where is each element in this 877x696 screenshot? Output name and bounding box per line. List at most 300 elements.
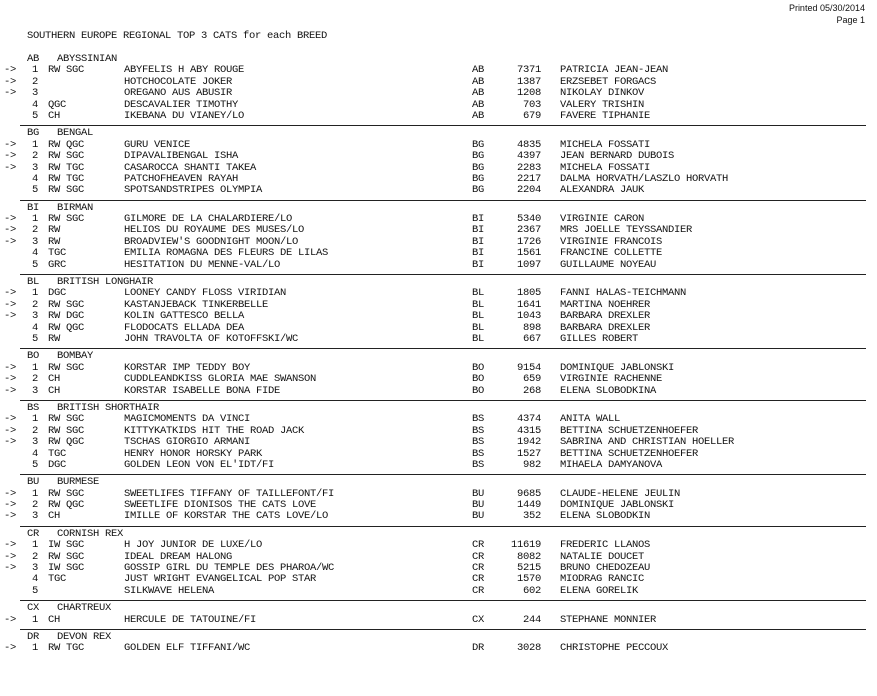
cat-title: IW SGC [48,539,85,552]
breed-heading-name: ABYSSINIAN [57,53,118,65]
table-row [0,414,877,425]
owner-name: STEPHANE MONNIER [560,613,657,626]
breed-section [0,529,877,601]
table-row [0,111,877,122]
cat-name: BROADVIEW'S GOODNIGHT MOON/LO [124,235,299,248]
selection-arrow: -> [4,224,17,237]
cat-name: MAGICMOMENTS DA VINCI [124,413,251,426]
points: 679 [522,109,541,122]
points: 982 [522,458,541,471]
cat-name: IKEBANA DU VIANEY/LO [124,109,245,122]
rank-number: 5 [32,184,39,197]
points: 602 [522,584,541,597]
breed-code: BS [472,458,485,471]
cat-title: RW [48,235,61,248]
breed-heading-code: BL [27,276,40,289]
rank-number: 1 [32,642,39,655]
cat-name: FLODOCATS ELLADA DEA [124,321,245,334]
breed-code: DR [472,642,485,655]
cat-title: RW DGC [48,310,85,323]
owner-name: MARTINA NOEHRER [560,298,651,311]
owner-name: FRANCINE COLLETTE [560,247,663,260]
rank-number: 3 [32,87,39,100]
selection-arrow: -> [4,487,17,500]
breed-code: BO [472,373,485,386]
cat-name: DIPAVALIBENGAL ISHA [124,150,239,163]
owner-name: CHRISTOPHE PECCOUX [560,642,669,655]
breed-section [0,403,877,475]
breed-section [0,277,877,349]
table-row [0,88,877,99]
selection-arrow: -> [4,613,17,626]
points: 5215 [516,562,541,575]
cat-title: TGC [48,247,67,260]
table-row [0,615,877,626]
selection-arrow: -> [4,510,17,523]
cat-title: CH [48,109,61,122]
points: 244 [522,613,541,626]
points: 3028 [516,642,541,655]
points: 2367 [516,224,541,237]
table-row [0,386,877,397]
points: 1570 [516,573,541,586]
owner-name: DOMINIQUE JABLONSKI [560,499,675,512]
selection-arrow: -> [4,310,17,323]
cat-name: GURU VENICE [124,138,191,151]
table-row [0,185,877,196]
rank-number: 2 [32,550,39,563]
cat-title: RW [48,332,61,345]
breed-code: BS [472,447,485,460]
cat-title: RW TGC [48,172,85,185]
breed-code: BL [472,287,485,300]
points: 659 [522,373,541,386]
rank-number: 1 [32,213,39,226]
selection-arrow: -> [4,87,17,100]
breed-heading-code: CR [27,527,40,540]
breed-heading-name: BOMBAY [57,350,94,363]
selection-arrow: -> [4,642,17,655]
points: 4835 [516,138,541,151]
owner-name: BETTINA SCHUETZENHOEFER [560,424,699,437]
cat-title: QGC [48,98,67,111]
owner-name: BARBARA DREXLER [560,310,651,323]
cat-name: HESITATION DU MENNE-VAL/LO [124,258,281,271]
cat-title: RW TGC [48,642,85,655]
selection-arrow: -> [4,373,17,386]
cat-title: CH [48,384,61,397]
points: 9154 [516,361,541,374]
owner-name: MICHELA FOSSATI [560,161,651,174]
cat-name: HENRY HONOR HORSKY PARK [124,447,263,460]
cat-title: RW SGC [48,413,85,426]
rank-number: 5 [32,258,39,271]
table-row [0,260,877,271]
owner-name: FAVERE TIPHANIE [560,109,651,122]
cat-name: GOLDEN LEON VON EL'IDT/FI [124,458,275,471]
cat-name: JUST WRIGHT EVANGELICAL POP STAR [124,573,317,586]
cat-name: SWEETLIFE DIONISOS THE CATS LOVE [124,499,317,512]
owner-name: GILLES ROBERT [560,332,639,345]
breed-section [0,632,877,655]
breed-heading-code: DR [27,630,40,643]
cat-title: RW SGC [48,361,85,374]
points: 1641 [516,298,541,311]
cat-title: RW QGC [48,321,85,334]
owner-name: VIRGINIE CARON [560,213,645,226]
breed-code: AB [472,64,485,77]
breed-heading [0,477,877,488]
breed-heading-name: DEVON REX [57,630,112,643]
breed-code: BL [472,298,485,311]
breed-code: CR [472,584,485,597]
table-row [0,334,877,345]
rank-number: 2 [32,373,39,386]
points: 8082 [516,550,541,563]
owner-name: PATRICIA JEAN-JEAN [560,64,669,77]
rank-number: 1 [32,613,39,626]
cat-name: JOHN TRAVOLTA OF KOTOFFSKI/WC [124,332,299,345]
cat-title: RW QGC [48,499,85,512]
breed-section [0,351,877,401]
section-divider [20,125,866,126]
breed-code: BS [472,436,485,449]
print-info [789,2,865,26]
owner-name: VIRGINIE RACHENNE [560,373,663,386]
owner-name: DOMINIQUE JABLONSKI [560,361,675,374]
cat-name: PATCHOFHEAVEN RAYAH [124,172,239,185]
breed-heading [0,603,877,614]
cat-title: DGC [48,458,67,471]
section-divider [20,348,866,349]
breed-heading-name: BRITISH SHORTHAIR [57,401,160,414]
cat-name: LOONEY CANDY FLOSS VIRIDIAN [124,287,287,300]
breed-code: BG [472,172,485,185]
rank-number: 1 [32,539,39,552]
cat-name: SPOTSANDSTRIPES OLYMPIA [124,184,263,197]
selection-arrow: -> [4,361,17,374]
breed-heading-code: CX [27,602,40,615]
breed-section [0,603,877,630]
points: 1097 [516,258,541,271]
breed-code: AB [472,98,485,111]
owner-name: CLAUDE-HELENE JEULIN [560,487,681,500]
cat-title: RW SGC [48,550,85,563]
cat-name: IDEAL DREAM HALONG [124,550,233,563]
owner-name: BRUNO CHEDOZEAU [560,562,651,575]
breed-code: BO [472,361,485,374]
selection-arrow: -> [4,150,17,163]
cat-title: RW [48,224,61,237]
points: 4374 [516,413,541,426]
selection-arrow: -> [4,161,17,174]
cat-name: KOLIN GATTESCO BELLA [124,310,245,323]
breed-heading-code: BU [27,476,40,489]
points: 9685 [516,487,541,500]
breed-heading-code: BS [27,401,40,414]
selection-arrow: -> [4,64,17,77]
cat-name: SILKWAVE HELENA [124,584,215,597]
breed-code: CX [472,613,485,626]
breed-code: BU [472,510,485,523]
breed-heading-name: CHARTREUX [57,602,112,615]
section-divider [20,200,866,201]
cat-title: IW SGC [48,562,85,575]
owner-name: BARBARA DREXLER [560,321,651,334]
report-body [0,54,877,655]
breed-code: BI [472,247,485,260]
table-row [0,540,877,551]
selection-arrow: -> [4,213,17,226]
selection-arrow: -> [4,75,17,88]
owner-name: JEAN BERNARD DUBOIS [560,150,675,163]
cat-title: RW SGC [48,64,85,77]
cat-title: RW SGC [48,213,85,226]
breed-code: AB [472,87,485,100]
cat-title: TGC [48,573,67,586]
table-row [0,586,877,597]
breed-code: CR [472,573,485,586]
points: 7371 [516,64,541,77]
cat-name: KITTYKATKIDS HIT THE ROAD JACK [124,424,305,437]
cat-name: CASAROCCA SHANTI TAKEA [124,161,257,174]
section-divider [20,629,866,630]
cat-name: DESCAVALIER TIMOTHY [124,98,239,111]
rank-number: 3 [32,384,39,397]
cat-name: GOLDEN ELF TIFFANI/WC [124,642,251,655]
points: 1449 [516,499,541,512]
table-row [0,460,877,471]
rank-number: 2 [32,224,39,237]
points: 1726 [516,235,541,248]
cat-name: KASTANJEBACK TINKERBELLE [124,298,269,311]
selection-arrow: -> [4,550,17,563]
breed-code: AB [472,75,485,88]
breed-heading-code: BO [27,350,40,363]
owner-name: ALEXANDRA JAUK [560,184,645,197]
cat-title: RW TGC [48,161,85,174]
cat-name: ABYFELIS H ABY ROUGE [124,64,245,77]
cat-name: TSCHAS GIORGIO ARMANI [124,436,251,449]
cat-name: HOTCHOCOLATE JOKER [124,75,233,88]
cat-title: CH [48,510,61,523]
rank-number: 4 [32,447,39,460]
rank-number: 5 [32,109,39,122]
table-row [0,511,877,522]
rank-number: 1 [32,64,39,77]
points: 1043 [516,310,541,323]
cat-title: RW QGC [48,138,85,151]
breed-section [0,203,877,275]
breed-code: BL [472,332,485,345]
points: 2217 [516,172,541,185]
breed-code: AB [472,109,485,122]
points: 4315 [516,424,541,437]
breed-code: BG [472,161,485,174]
section-divider [20,400,866,401]
breed-code: BI [472,213,485,226]
cat-title: DGC [48,287,67,300]
breed-code: CR [472,539,485,552]
rank-number: 5 [32,458,39,471]
rank-number: 1 [32,487,39,500]
rank-number: 3 [32,235,39,248]
owner-name: MICHELA FOSSATI [560,138,651,151]
points: 4397 [516,150,541,163]
rank-number: 2 [32,75,39,88]
owner-name: BETTINA SCHUETZENHOEFER [560,447,699,460]
selection-arrow: -> [4,138,17,151]
rank-number: 5 [32,332,39,345]
cat-name: GILMORE DE LA CHALARDIERE/LO [124,213,293,226]
cat-name: HERCULE DE TATOUINE/FI [124,613,257,626]
rank-number: 1 [32,413,39,426]
owner-name: VALERY TRISHIN [560,98,645,111]
owner-name: ANITA WALL [560,413,621,426]
owner-name: MIODRAG RANCIC [560,573,645,586]
breed-code: BG [472,150,485,163]
cat-name: HELIOS DU ROYAUME DES MUSES/LO [124,224,305,237]
breed-code: BI [472,258,485,271]
selection-arrow: -> [4,436,17,449]
rank-number: 2 [32,298,39,311]
points: 1527 [516,447,541,460]
rank-number: 1 [32,287,39,300]
selection-arrow: -> [4,384,17,397]
cat-title: RW SGC [48,150,85,163]
table-row [0,151,877,162]
points: 2283 [516,161,541,174]
breed-code: BU [472,487,485,500]
rank-number: 3 [32,436,39,449]
points: 1805 [516,287,541,300]
cat-name: OREGANO AUS ABUSIR [124,87,233,100]
table-row [0,311,877,322]
owner-name: ELENA GORELIK [560,584,639,597]
points: 2204 [516,184,541,197]
selection-arrow: -> [4,298,17,311]
cat-title: RW SGC [48,424,85,437]
rank-number: 4 [32,573,39,586]
cat-title: RW SGC [48,184,85,197]
cat-name: IMILLE OF KORSTAR THE CATS LOVE/LO [124,510,329,523]
cat-title: GRC [48,258,67,271]
breed-code: CR [472,550,485,563]
cat-title: CH [48,613,61,626]
owner-name: ERZSEBET FORGACS [560,75,657,88]
cat-title: RW QGC [48,436,85,449]
breed-code: BL [472,321,485,334]
rank-number: 5 [32,584,39,597]
cat-name: KORSTAR IMP TEDDY BOY [124,361,251,374]
selection-arrow: -> [4,562,17,575]
breed-code: BG [472,138,485,151]
points: 352 [522,510,541,523]
owner-name: MIHAELA DAMYANOVA [560,458,663,471]
selection-arrow: -> [4,287,17,300]
cat-name: H JOY JUNIOR DE LUXE/LO [124,539,263,552]
points: 5340 [516,213,541,226]
rank-number: 1 [32,361,39,374]
points: 1387 [516,75,541,88]
owner-name: DALMA HORVATH/LASZLO HORVATH [560,172,729,185]
points: 703 [522,98,541,111]
breed-section [0,477,877,527]
breed-section [0,54,877,126]
table-row [0,248,877,259]
rank-number: 4 [32,247,39,260]
section-divider [20,526,866,527]
selection-arrow: -> [4,499,17,512]
breed-heading-name: BURMESE [57,476,100,489]
points: 1942 [516,436,541,449]
section-divider [20,474,866,475]
rank-number: 3 [32,510,39,523]
cat-name: SWEETLIFES TIFFANY OF TAILLEFONT/FI [124,487,335,500]
owner-name: GUILLAUME NOYEAU [560,258,657,271]
breed-code: BO [472,384,485,397]
cat-title: RW SGC [48,298,85,311]
breed-code: BI [472,224,485,237]
owner-name: NIKOLAY DINKOV [560,87,645,100]
rank-number: 4 [32,98,39,111]
breed-code: BS [472,413,485,426]
cat-name: GOSSIP GIRL DU TEMPLE DES PHAROA/WC [124,562,335,575]
selection-arrow: -> [4,413,17,426]
owner-name: NATALIE DOUCET [560,550,645,563]
report-title: SOUTHERN EUROPE REGIONAL TOP 3 CATS for each BREED [27,30,328,42]
rank-number: 2 [32,424,39,437]
points: 11619 [510,539,541,552]
owner-name: ELENA SLOBODKIN [560,510,651,523]
rank-number: 2 [32,150,39,163]
rank-number: 3 [32,161,39,174]
breed-heading-code: AB [27,53,40,65]
breed-heading-code: BG [27,127,40,140]
page-number: Page 1 [836,15,865,25]
cat-title: CH [48,373,61,386]
points: 898 [522,321,541,334]
section-divider [20,600,866,601]
cat-name: CUDDLEANDKISS GLORIA MAE SWANSON [124,373,317,386]
selection-arrow: -> [4,235,17,248]
breed-code: CR [472,562,485,575]
breed-section [0,128,877,200]
breed-heading-name: CORNISH REX [57,527,124,540]
rank-number: 2 [32,499,39,512]
cat-title: RW SGC [48,487,85,500]
section-divider [20,274,866,275]
rank-number: 3 [32,310,39,323]
breed-heading-name: BRITISH LONGHAIR [57,276,154,289]
rank-number: 3 [32,562,39,575]
printed-date: Printed 05/30/2014 [788,3,865,13]
owner-name: FANNI HALAS-TEICHMANN [560,287,687,300]
cat-name: EMILIA ROMAGNA DES FLEURS DE LILAS [124,247,329,260]
cat-name: KORSTAR ISABELLE BONA FIDE [124,384,281,397]
breed-heading-code: BI [27,201,40,214]
breed-code: BS [472,424,485,437]
table-row [0,437,877,448]
rank-number: 4 [32,321,39,334]
points: 268 [522,384,541,397]
owner-name: FREDERIC LLANOS [560,539,651,552]
points: 1208 [516,87,541,100]
table-row [0,374,877,385]
owner-name: MRS JOELLE TEYSSANDIER [560,224,693,237]
points: 667 [522,332,541,345]
selection-arrow: -> [4,424,17,437]
